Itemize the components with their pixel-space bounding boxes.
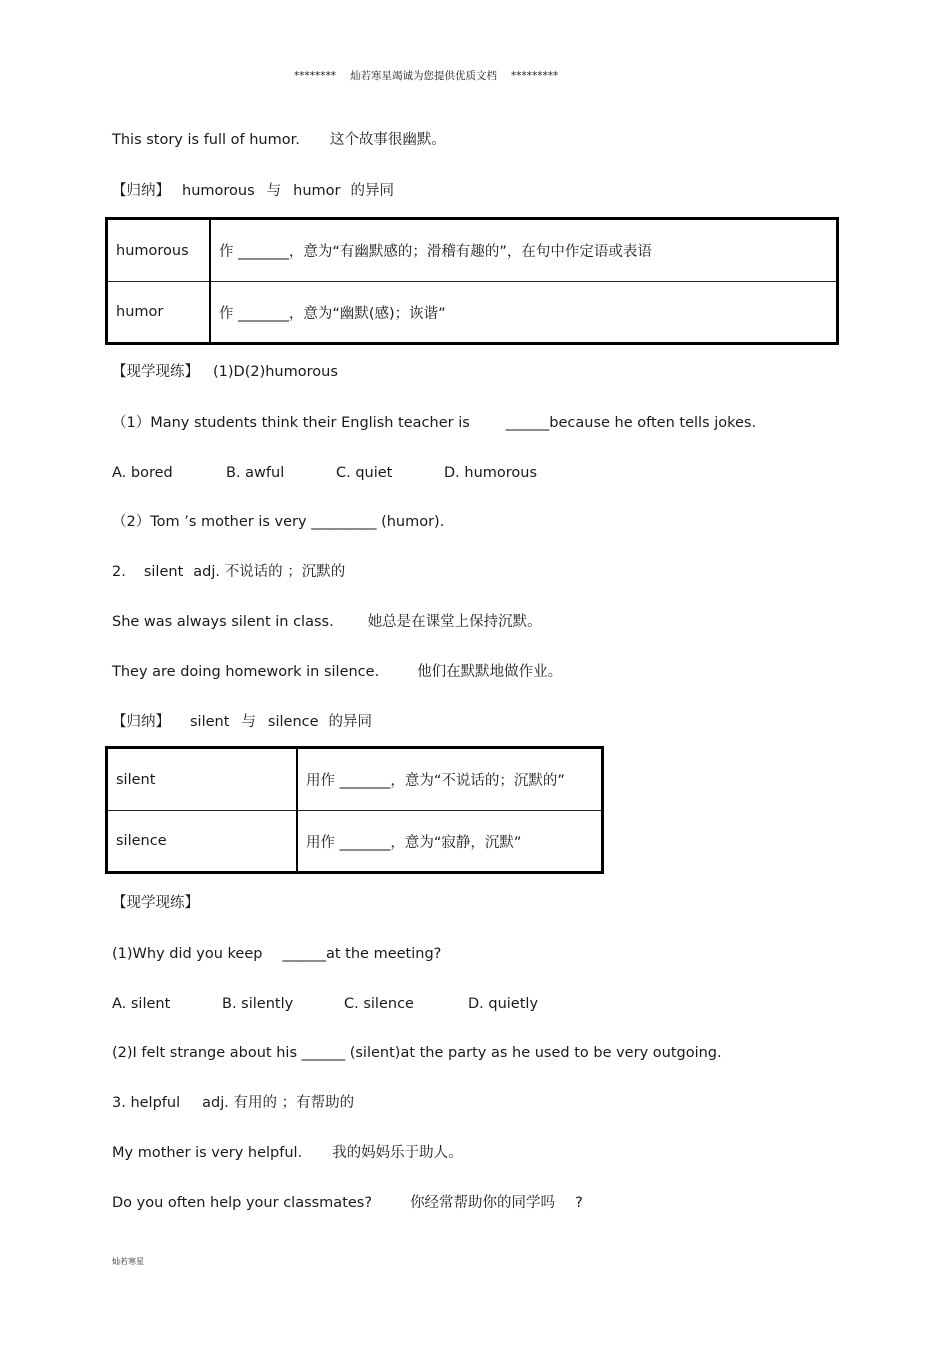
practice-label: 【现学现练】 <box>112 364 199 380</box>
example-english: Do you often help your classmates? <box>112 1195 373 1211</box>
option-b: B. silently <box>222 996 294 1012</box>
option-c: C. silence <box>344 996 414 1012</box>
question-2: (2)I felt strange about his ______ (silent)at the party as he used to be very outgoing. <box>112 1045 722 1061</box>
practice-heading <box>112 362 338 382</box>
comparison-table <box>105 746 604 874</box>
example-sentence <box>112 1143 463 1163</box>
example-sentence <box>112 612 542 632</box>
table-term-cell: silent <box>107 748 298 811</box>
summary-label: 【归纳】 <box>112 183 170 199</box>
question-text: ______at the meeting? <box>282 946 442 962</box>
heading-word: silent <box>143 564 184 580</box>
header-title: 灿若寒星竭诚为您提供优质文档 <box>350 70 497 82</box>
example-sentence <box>112 1193 583 1213</box>
summary-tail: 的异同 <box>328 714 373 730</box>
example-sentence <box>112 130 446 150</box>
summary-word: silent <box>190 714 230 730</box>
word-heading <box>112 1093 354 1113</box>
summary-word: humor <box>293 183 341 199</box>
summary-tail: 的异同 <box>350 183 394 199</box>
header-stars-left: ******** <box>294 70 336 82</box>
question-text: ______because he often tells jokes. <box>505 415 757 431</box>
option-d: D. humorous <box>444 465 538 481</box>
option-b: B. awful <box>226 465 285 481</box>
heading-pos: adj <box>193 564 216 580</box>
practice-heading: 【现学现练】 <box>112 895 199 911</box>
summary-word: silence <box>267 714 319 730</box>
example-chinese: 这个故事很幽默。 <box>329 132 446 148</box>
example-english: She was always silent in class. <box>112 614 334 630</box>
table-desc-cell: 用作 _______，意为“不说话的；沉默的” <box>297 748 603 811</box>
table-desc-cell: 作 _______，意为“幽默(感)；诙谐” <box>210 282 838 344</box>
option-d: D. quietly <box>468 996 539 1012</box>
summary-heading <box>112 712 372 732</box>
heading-meaning: . 有用的 ；有帮助的 <box>224 1095 355 1111</box>
example-english: This story is full of humor. <box>112 132 300 148</box>
table-row <box>107 282 838 344</box>
example-chinese: 他们在默默地做作业。 <box>417 664 563 680</box>
header-stars-right: ********* <box>511 70 559 82</box>
table-row <box>107 219 838 282</box>
comparison-table <box>105 217 839 345</box>
word-heading <box>112 562 345 582</box>
option-a: A. silent <box>112 996 171 1012</box>
question-1 <box>112 944 441 964</box>
table-term-cell: silence <box>107 811 298 873</box>
question-text: （1）Many students think their English teacher is <box>112 415 470 431</box>
heading-word: 3. helpful <box>112 1095 181 1111</box>
example-chinese: 你经常帮助你的同学吗 <box>410 1195 556 1211</box>
example-sentence <box>112 662 562 682</box>
table-desc-cell: 作 _______，意为“有幽默感的；滑稽有趣的”，在句中作定语或表语 <box>210 219 838 282</box>
table-desc-cell: 用作 _______，意为“寂静，沉默” <box>297 811 603 873</box>
question-text: (1)Why did you keep <box>112 946 263 962</box>
example-chinese: 她总是在课堂上保持沉默。 <box>367 614 542 630</box>
page-header <box>294 66 558 86</box>
table-term-cell: humor <box>107 282 211 344</box>
summary-label: 【归纳】 <box>112 714 170 730</box>
option-c: C. quiet <box>336 465 393 481</box>
summary-heading <box>112 181 394 201</box>
table-row <box>107 748 603 811</box>
table-row <box>107 811 603 873</box>
question-1 <box>112 413 756 433</box>
example-chinese: 我的妈妈乐于助人。 <box>332 1145 463 1161</box>
option-a: A. bored <box>112 465 173 481</box>
table-term-cell: humorous <box>107 219 211 282</box>
summary-word: humorous <box>182 183 255 199</box>
example-english: They are doing homework in silence. <box>112 664 380 680</box>
question-2: （2）Tom ’s mother is very _________ (humor). <box>112 514 445 530</box>
page-footer: 灿若寒星 <box>112 1257 144 1266</box>
heading-meaning: . 不说话的 ；沉默的 <box>215 564 346 580</box>
example-english: My mother is very helpful. <box>112 1145 303 1161</box>
summary-connector: 与 <box>241 714 256 730</box>
example-question-mark: ? <box>575 1195 583 1211</box>
summary-connector: 与 <box>266 183 282 199</box>
heading-number: 2. <box>112 564 126 580</box>
heading-pos: adj <box>202 1095 225 1111</box>
practice-answers: (1)D(2)humorous <box>213 364 338 380</box>
